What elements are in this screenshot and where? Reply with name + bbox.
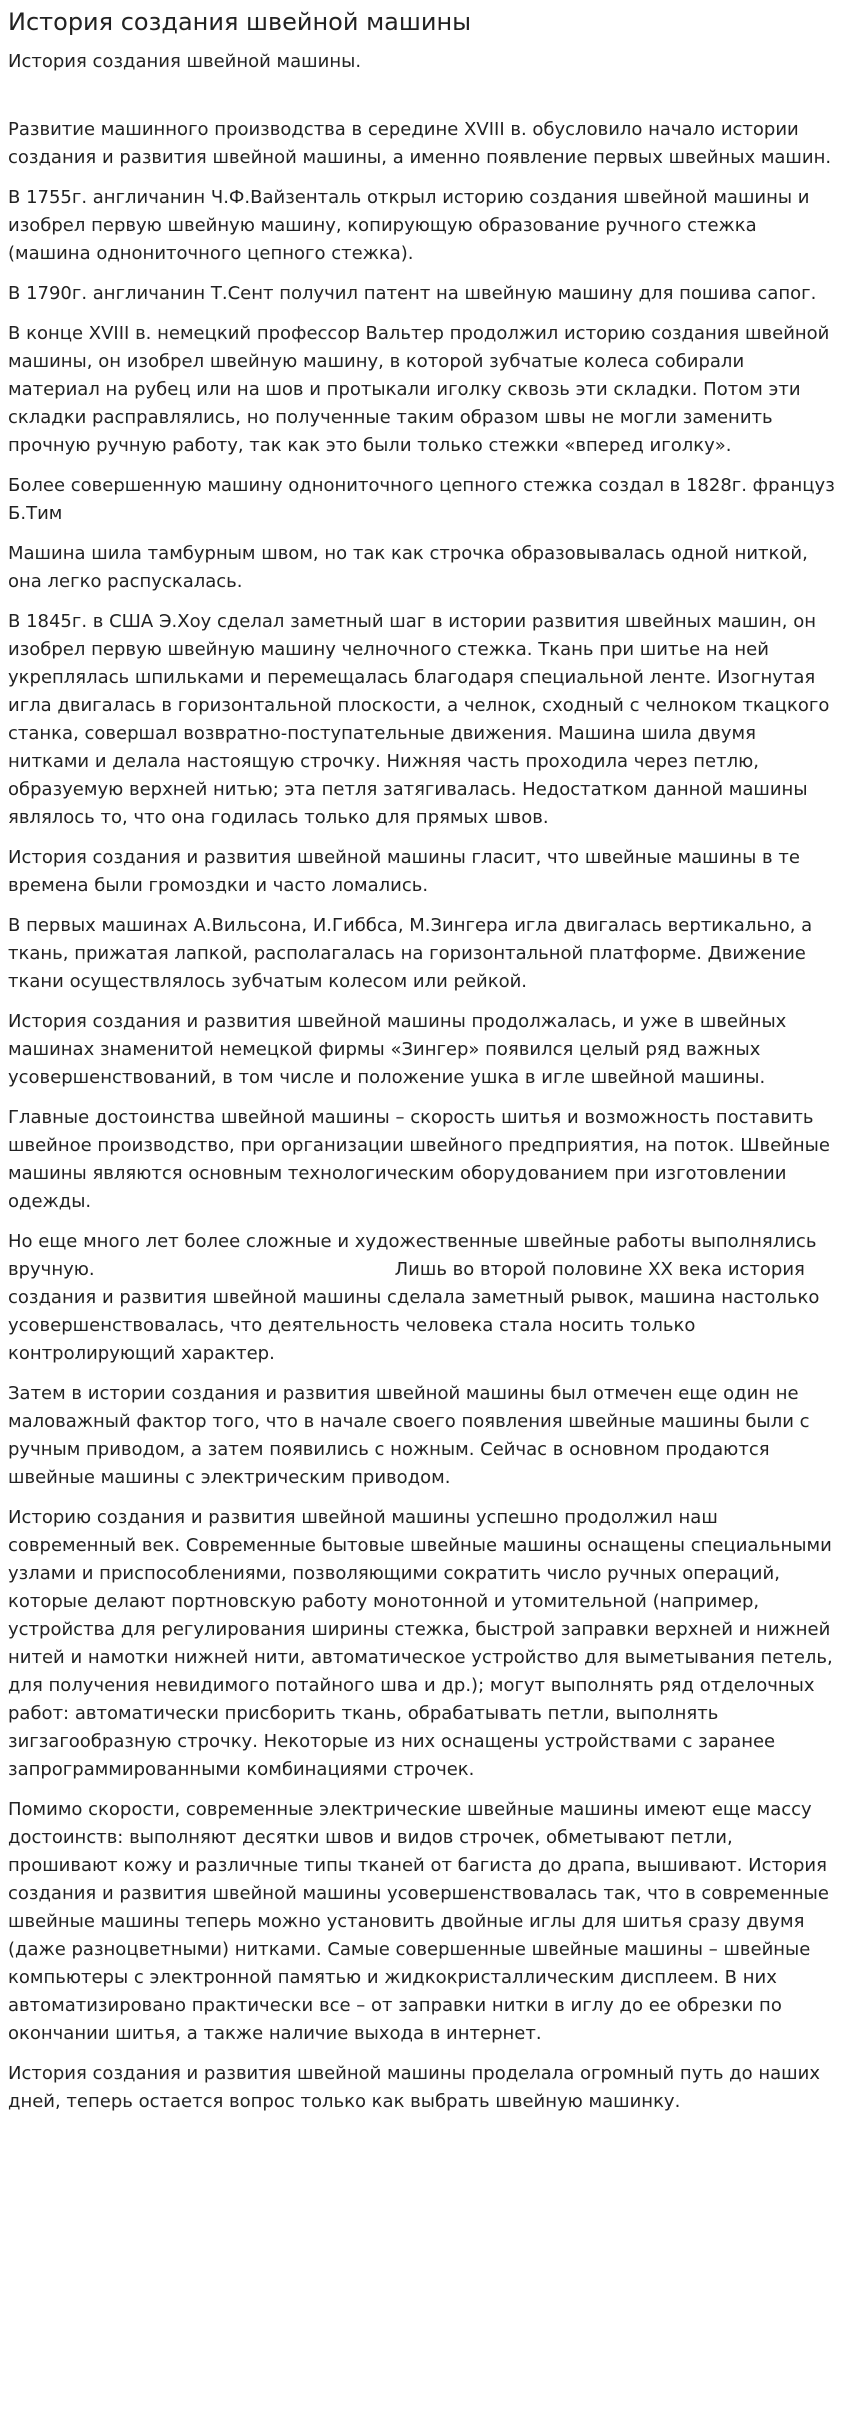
paragraph-5: Более совершенную машину однониточного цепного стежка создал в 1828г. француз Б.Тим	[8, 475, 835, 524]
paragraph-12-part-1: Но еще много лет более сложные и художественные швейные работы выполнялись вручную.	[8, 1231, 817, 1280]
paragraph-10: История создания и развития швейной машины продолжалась, и уже в швейных машинах знаменитой немецкой фирмы «Зингер» появился целый ряд важных усовершенствований, в том числе и положение ушка в игле швейной машины.	[8, 1011, 787, 1088]
paragraph-13: Затем в истории создания и развития швейной машины был отмечен еще один не маловажный фактор того, что в начале своего появления швейные машины были с ручным приводом, а затем появились с ножным. Сейчас в основном продаются швейные машины с электрическим приводом.	[8, 1383, 810, 1488]
paragraph-14: Историю создания и развития швейной машины успешно продолжил наш современный век. Современные бытовые швейные машины оснащены специальными узлами и приспособлениями, позволяющими сократить число ручных операций, которые делают портновскую работу монотонной и утомительной (например, устройства для регулирования ширины стежка, быстрой заправки верхней и нижней нитей и намотки нижней нити, автоматическое устройство для выметывания петель, для получения невидимого потайного шва и др.); могут выполнять ряд отделочных работ: автоматически присборить ткань, обрабатывать петли, выполнять зигзагообразную строчку. Некоторые из них оснащены устройствами с заранее запрограммированными комбинациями строчек.	[8, 1507, 833, 1780]
page-title: История создания швейной машины	[8, 8, 472, 36]
paragraph-4: В конце XVIII в. немецкий профессор Вальтер продолжил историю создания швейной машины, он изобрел швейную машину, в которой зубчатые колеса собирали материал на рубец или на шов и протыкали иголку сквозь эти складки. Потом эти складки расправлялись, но полученные таким образом швы не могли заменить прочную ручную работу, так как это были только стежки «вперед иголку».	[8, 323, 830, 456]
paragraph-16: История создания и развития швейной машины проделала огромный путь до наших дней, теперь остается вопрос только как выбрать швейную машинку.	[8, 2063, 820, 2112]
paragraph-8: История создания и развития швейной машины гласит, что швейные машины в те времена были громоздки и часто ломались.	[8, 847, 800, 896]
paragraph-3: В 1790г. англичанин Т.Сент получил патент на швейную машину для пошива сапог.	[8, 283, 817, 304]
paragraph-15: Помимо скорости, современные электрические швейные машины имеют еще массу достоинств: выполняют десятки швов и видов строчек, обметывают петли, прошивают кожу и различные типы тканей от багиста до драпа, вышивают. История создания и развития швейной машины усовершенствовалась так, что в современные швейные машины теперь можно установить двойные иглы для шитья сразу двумя (даже разноцветными) нитками. Самые совершенные швейные машины – швейные компьютеры с электронной памятью и жидкокристаллическим дисплеем. В них автоматизировано практически все – от заправки нитки в иглу до ее обрезки по окончании шитья, а также наличие выхода в интернет.	[8, 1799, 829, 2044]
paragraph-11: Главные достоинства швейной машины – скорость шитья и возможность поставить швейное производство, при организации швейного предприятия, на поток. Швейные машины являются основным технологическим оборудованием при изготовлении одежды.	[8, 1107, 830, 1212]
paragraph-7: В 1845г. в США Э.Хоу сделал заметный шаг в истории развития швейных машин, он изобрел первую швейную машину челночного стежка. Ткань при шитье на ней укреплялась шпильками и перемещалась благодаря специальной ленте. Изогнутая игла двигалась в горизонтальной плоскости, а челнок, сходный с челноком ткацкого станка, совершал возвратно-поступательные движения. Машина шила двумя нитками и делала настоящую строчку. Нижняя часть проходила через петлю, образуемую верхней нитью; эта петля затягивалась. Недостатком данной машины являлось то, что она годилась только для прямых швов.	[8, 611, 830, 828]
paragraph-12	[8, 1228, 839, 1368]
paragraph-2: В 1755г. англичанин Ч.Ф.Вайзенталь открыл историю создания швейной машины и изобрел первую швейную машину, копирующую образование ручного стежка (машина однониточного цепного стежка).	[8, 187, 810, 264]
paragraph-6: Машина шила тамбурным швом, но так как строчка образовывалась одной ниткой, она легко распускалась.	[8, 543, 808, 592]
paragraph-1: Развитие машинного производства в середине XVIII в. обусловило начало истории создания и развития швейной машины, а именно появление первых швейных машин.	[8, 119, 832, 168]
paragraph-12-part-2: Лишь во второй половине XX века история создания и развития швейной машины сделала заметный рывок, машина настолько усовершенствовалась, что деятельность человека стала носить только контролирующий характер.	[8, 1259, 820, 1364]
subtitle: История создания швейной машины.	[8, 51, 362, 72]
paragraph-9: В первых машинах А.Вильсона, И.Гиббса, М.Зингера игла двигалась вертикально, а ткань, прижатая лапкой, располагалась на горизонтальной платформе. Движение ткани осуществлялось зубчатым колесом или рейкой.	[8, 915, 813, 992]
